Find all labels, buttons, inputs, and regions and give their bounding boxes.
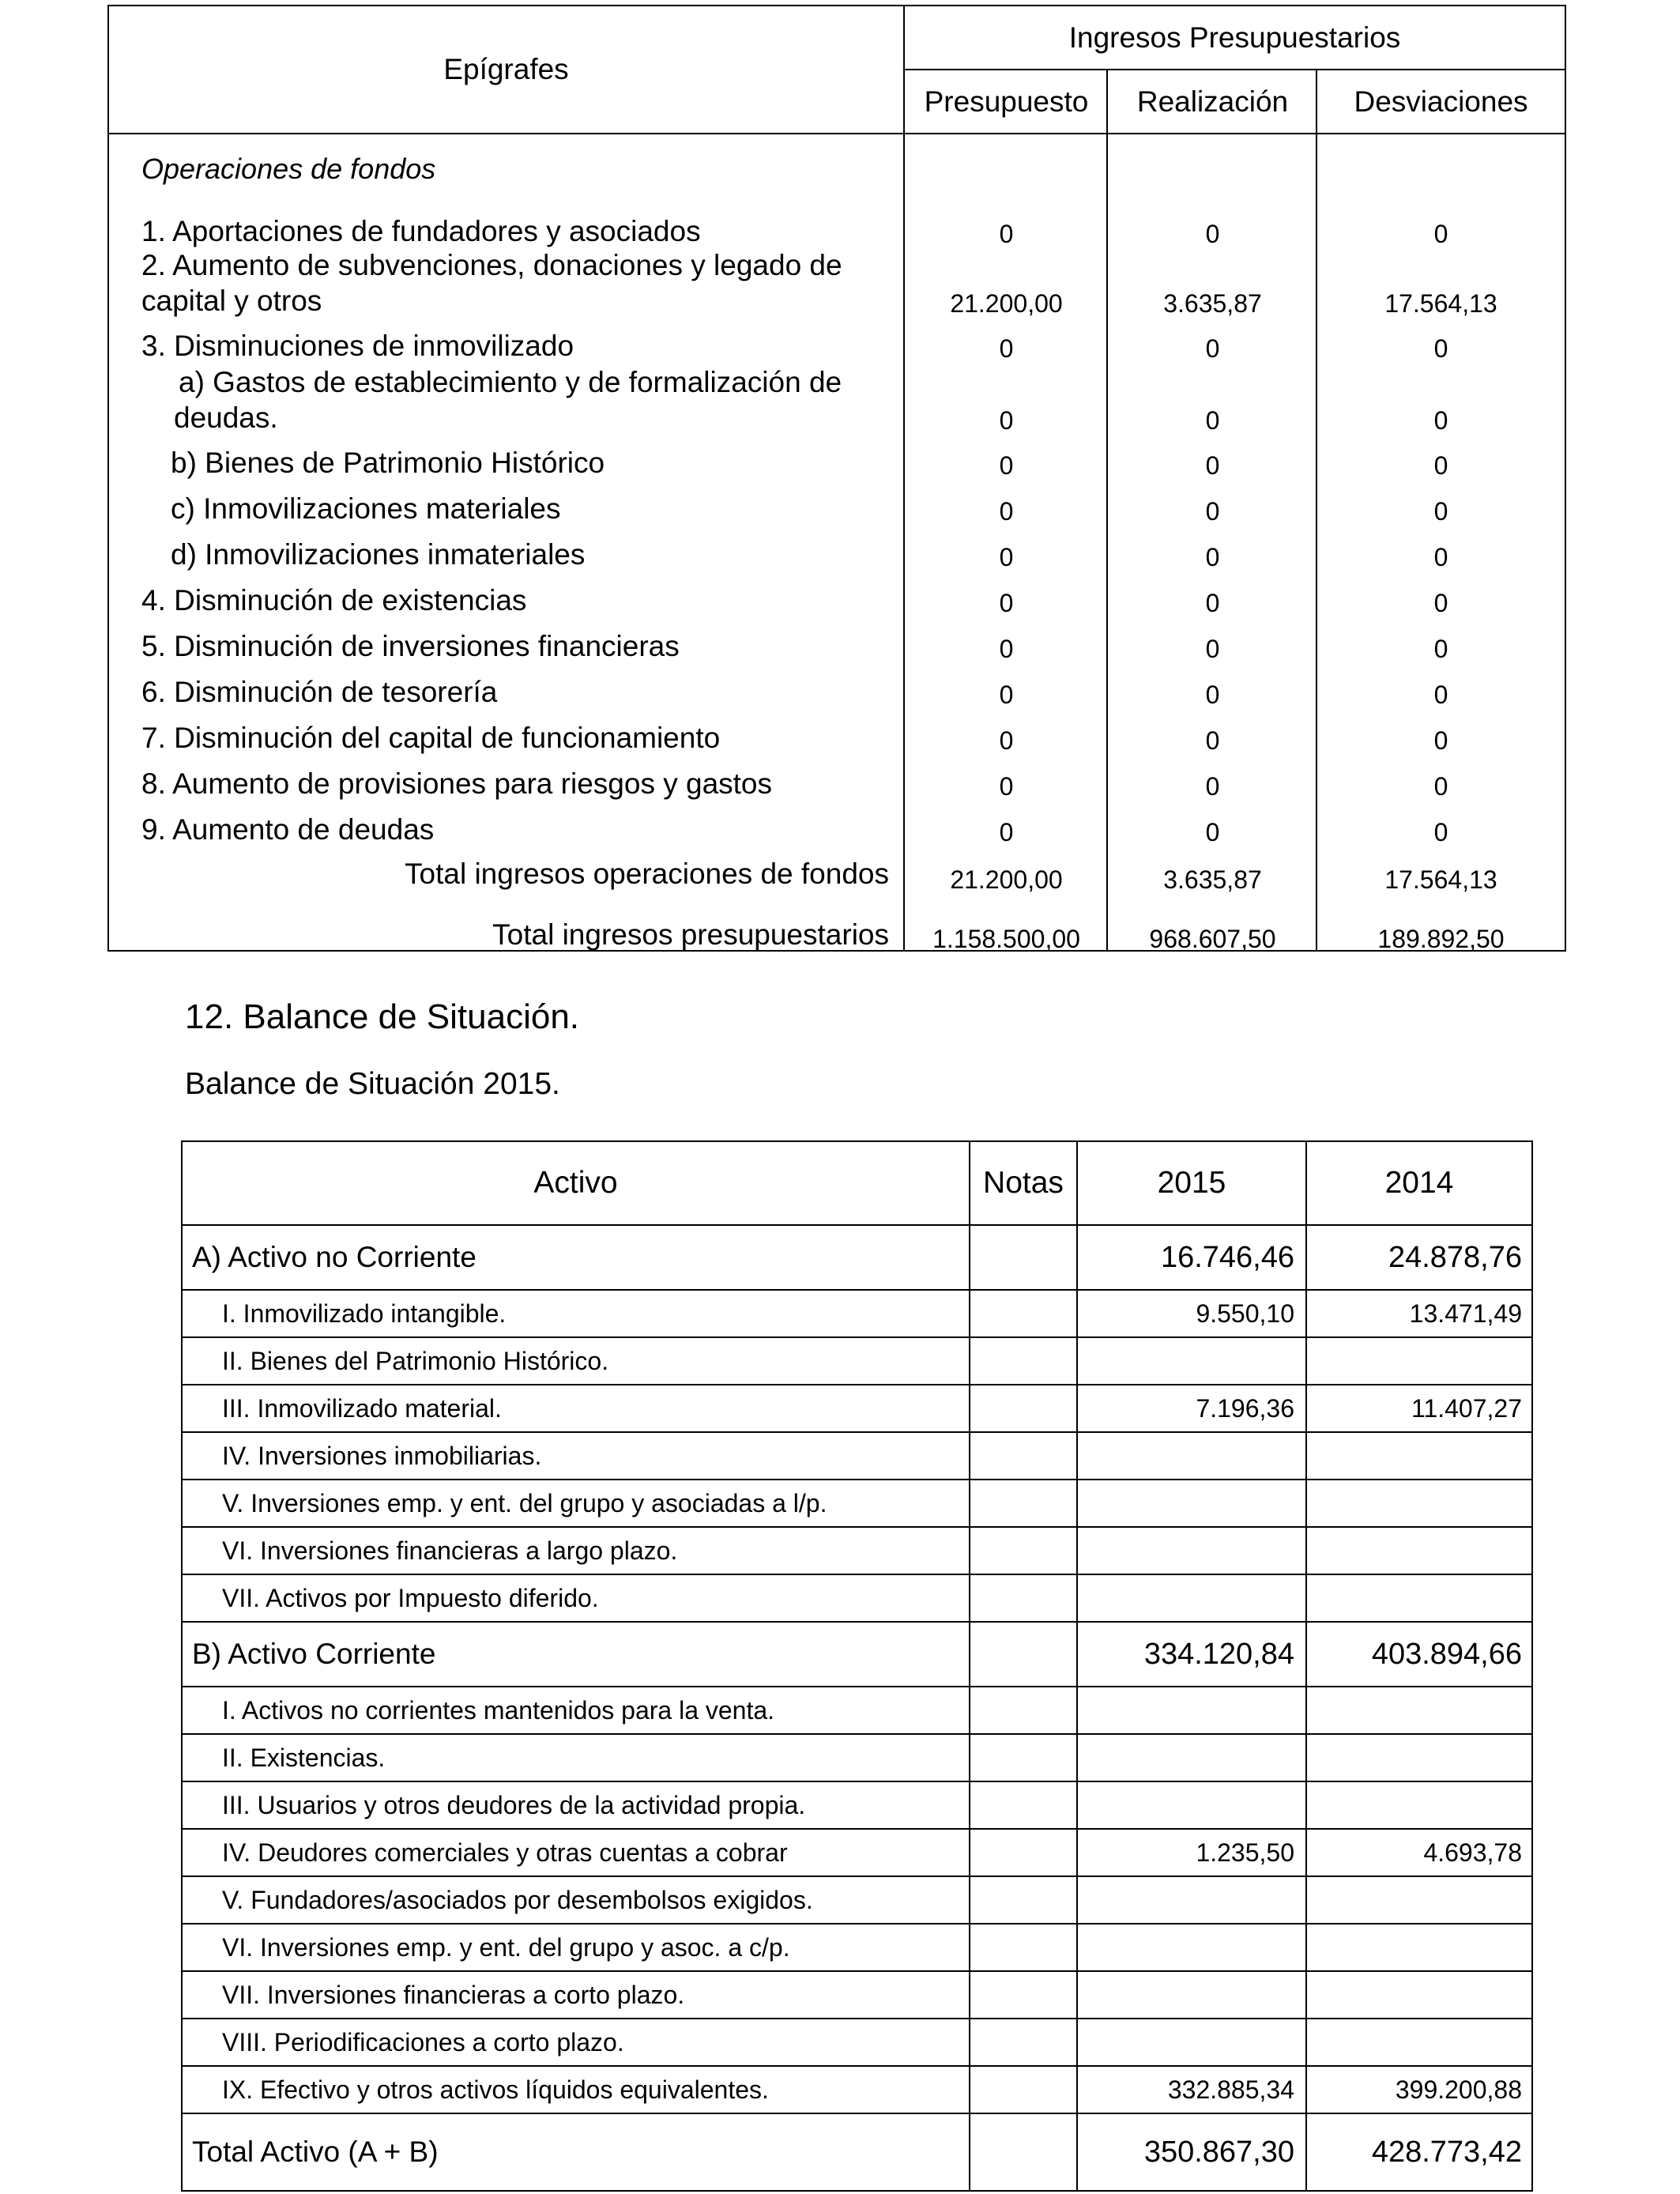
table-row — [183, 1782, 1531, 1830]
cell-2015 — [1078, 1528, 1307, 1574]
cell-desviaciones: 0 — [1433, 220, 1448, 248]
header-2015: 2015 — [1078, 1142, 1307, 1224]
table-row — [183, 1830, 1531, 1877]
cell-presupuesto: 0 — [999, 680, 1014, 709]
cell-presupuesto: 0 — [999, 772, 1014, 801]
table-row — [183, 2019, 1531, 2067]
cell-realizacion: 0 — [1205, 334, 1220, 363]
row-label: b) Bienes de Patrimonio Histórico — [171, 447, 605, 479]
cell-desviaciones: 0 — [1433, 406, 1448, 435]
cell-desviaciones: 0 — [1433, 818, 1448, 846]
row-label: I. Inmovilizado intangible. — [183, 1291, 970, 1336]
cell-realizacion: 0 — [1205, 543, 1220, 571]
table-row — [183, 1291, 1531, 1338]
table-row — [183, 2067, 1531, 2114]
table-row — [183, 1433, 1531, 1480]
cell-notas — [970, 2067, 1078, 2113]
row-label: 2. Aumento de subvenciones, donaciones y legado de — [141, 249, 842, 281]
row-label: I. Activos no corrientes mantenidos para la venta. — [183, 1687, 970, 1733]
row-label: IV. Inversiones inmobiliarias. — [183, 1433, 970, 1479]
cell-realizacion: 0 — [1205, 726, 1220, 755]
section-heading: 12. Balance de Situación. — [185, 997, 580, 1036]
cell-2015 — [1078, 1480, 1307, 1526]
table-row — [183, 1575, 1531, 1623]
cell-desviaciones: 0 — [1433, 772, 1448, 801]
cell-2014 — [1307, 1782, 1531, 1828]
cell-notas — [970, 2019, 1078, 2065]
cell-2015 — [1078, 1735, 1307, 1781]
cell-realizacion: 0 — [1205, 772, 1220, 801]
cell-2014: 11.407,27 — [1411, 1393, 1522, 1423]
cell-2014: 24.878,76 — [1388, 1240, 1522, 1274]
row-label: VI. Inversiones emp. y ent. del grupo y asoc. a c/p. — [183, 1924, 970, 1970]
table-row — [183, 1480, 1531, 1528]
cell-2015 — [1078, 1877, 1307, 1923]
cell-2014 — [1307, 1924, 1531, 1970]
cell-2014 — [1307, 1877, 1531, 1923]
row-label: A) Activo no Corriente — [183, 1226, 970, 1289]
row-label-continued: deudas. — [174, 401, 278, 434]
cell-2015 — [1078, 1575, 1307, 1621]
cell-2014: 399.200,88 — [1395, 2075, 1522, 2104]
budget-income-table — [107, 5, 1566, 952]
header-notas: Notas — [970, 1142, 1078, 1224]
cell-2014 — [1307, 1480, 1531, 1526]
cell-notas — [970, 1291, 1078, 1336]
cell-realizacion: 0 — [1205, 589, 1220, 617]
row-label: 1. Aportaciones de fundadores y asociados — [141, 215, 701, 247]
cell-notas — [970, 1480, 1078, 1526]
cell-presupuesto: 21.200,00 — [950, 865, 1063, 894]
cell-desviaciones: 17.564,13 — [1384, 865, 1497, 894]
cell-notas — [970, 1782, 1078, 1828]
cell-realizacion: 0 — [1205, 451, 1220, 480]
header-2014: 2014 — [1384, 1166, 1454, 1200]
section-title: Operaciones de fondos — [141, 153, 436, 185]
row-label: II. Existencias. — [183, 1735, 970, 1781]
cell-2015: 7.196,36 — [1078, 1385, 1307, 1431]
header-presupuesto: Presupuesto — [905, 70, 1108, 134]
cell-presupuesto: 0 — [999, 726, 1014, 755]
cell-2015: 332.885,34 — [1078, 2067, 1307, 2113]
row-label: 3. Disminuciones de inmovilizado — [141, 330, 574, 362]
header-epigrafes: Epígrafes — [109, 6, 905, 134]
row-label: a) Gastos de establecimiento y de formalización de — [179, 366, 842, 398]
cell-2014 — [1307, 1433, 1531, 1479]
cell-presupuesto: 0 — [999, 635, 1014, 663]
row-label: VI. Inversiones financieras a largo plazo. — [183, 1528, 970, 1574]
row-label: 5. Disminución de inversiones financieras — [141, 630, 680, 662]
cell-presupuesto: 0 — [999, 334, 1014, 363]
cell-2014: 13.471,49 — [1409, 1299, 1522, 1328]
cell-2015: 334.120,84 — [1078, 1623, 1307, 1686]
row-label: V. Fundadores/asociados por desembolsos exigidos. — [183, 1877, 970, 1923]
row-label: VII. Inversiones financieras a corto plazo. — [183, 1972, 970, 2018]
cell-presupuesto: 0 — [999, 543, 1014, 571]
cell-notas — [970, 1385, 1078, 1431]
table-row — [183, 1623, 1531, 1687]
cell-presupuesto: 21.200,00 — [950, 289, 1063, 318]
table-header-row — [183, 1142, 1531, 1226]
cell-2015: 16.746,46 — [1078, 1226, 1307, 1289]
cell-realizacion: 0 — [1205, 680, 1220, 709]
cell-2015: 1.235,50 — [1078, 1830, 1307, 1875]
table-row — [183, 1528, 1531, 1575]
subheading: Balance de Situación 2015. — [185, 1067, 560, 1101]
table-row — [183, 1226, 1531, 1291]
row-label: III. Inmovilizado material. — [183, 1385, 970, 1431]
cell-desviaciones: 0 — [1433, 497, 1448, 526]
cell-presupuesto: 0 — [999, 406, 1014, 435]
row-label: VIII. Periodificaciones a corto plazo. — [183, 2019, 970, 2065]
cell-desviaciones: 0 — [1433, 451, 1448, 480]
cell-2015 — [1078, 1687, 1307, 1733]
cell-realizacion: 0 — [1205, 635, 1220, 663]
cell-2015: 9.550,10 — [1078, 1291, 1307, 1336]
row-label: III. Usuarios y otros deudores de la actividad propia. — [183, 1782, 970, 1828]
cell-2015 — [1078, 1972, 1307, 2018]
cell-presupuesto: 0 — [999, 451, 1014, 480]
cell-2014 — [1307, 1528, 1531, 1574]
cell-2014 — [1307, 2019, 1531, 2065]
header-desviaciones: Desviaciones — [1317, 70, 1565, 134]
cell-notas — [970, 1575, 1078, 1621]
cell-notas — [970, 1972, 1078, 2018]
row-label: 7. Disminución del capital de funcionamiento — [141, 722, 721, 754]
cell-2015 — [1078, 1782, 1307, 1828]
cell-realizacion: 0 — [1205, 220, 1220, 248]
table-total-row — [183, 2114, 1531, 2190]
cell-desviaciones: 0 — [1433, 726, 1448, 755]
cell-realizacion: 3.635,87 — [1163, 865, 1262, 894]
total-operaciones-label: Total ingresos operaciones de fondos — [405, 858, 889, 890]
cell-2015 — [1078, 2019, 1307, 2065]
row-label: c) Inmovilizaciones materiales — [171, 492, 561, 525]
cell-2014 — [1307, 1735, 1531, 1781]
row-label: IV. Deudores comerciales y otras cuentas a cobrar — [183, 1830, 970, 1875]
cell-desviaciones: 189.892,50 — [1377, 925, 1505, 953]
row-label: II. Bienes del Patrimonio Histórico. — [183, 1338, 970, 1384]
cell-desviaciones: 0 — [1433, 635, 1448, 663]
cell-realizacion: 0 — [1205, 818, 1220, 846]
cell-realizacion: 0 — [1205, 497, 1220, 526]
table-row — [183, 1877, 1531, 1924]
row-label: 9. Aumento de deudas — [141, 813, 435, 846]
cell-presupuesto: 0 — [999, 497, 1014, 526]
row-label-continued: capital y otros — [141, 285, 322, 317]
header-ingresos-presupuestarios: Ingresos Presupuestarios — [905, 6, 1565, 70]
cell-realizacion: 0 — [1205, 406, 1220, 435]
cell-notas — [970, 1623, 1078, 1686]
cell-notas — [970, 1877, 1078, 1923]
cell-2015: 350.867,30 — [1078, 2114, 1307, 2190]
header-activo: Activo — [183, 1142, 970, 1224]
cell-2014 — [1307, 1575, 1531, 1621]
cell-notas — [970, 1338, 1078, 1384]
cell-desviaciones: 0 — [1433, 334, 1448, 363]
row-label: 8. Aumento de provisiones para riesgos y gastos — [141, 767, 773, 800]
cell-presupuesto: 0 — [999, 589, 1014, 617]
cell-desviaciones: 0 — [1433, 680, 1448, 709]
row-label: 4. Disminución de existencias — [141, 584, 527, 616]
cell-desviaciones: 0 — [1433, 543, 1448, 571]
cell-notas — [970, 1687, 1078, 1733]
cell-presupuesto: 0 — [999, 220, 1014, 248]
table-row — [183, 1385, 1531, 1433]
balance-sheet-table — [181, 1140, 1533, 2192]
cell-realizacion: 968.607,50 — [1149, 925, 1276, 953]
table-row — [183, 1338, 1531, 1385]
table-row — [183, 1924, 1531, 1972]
cell-2014: 403.894,66 — [1371, 1637, 1522, 1671]
cell-presupuesto: 1.158.500,00 — [932, 925, 1080, 953]
cell-notas — [970, 1226, 1078, 1289]
table-row — [183, 1972, 1531, 2019]
cell-notas — [970, 1924, 1078, 1970]
row-label: V. Inversiones emp. y ent. del grupo y asociadas a l/p. — [183, 1480, 970, 1526]
total-presupuestarios-label: Total ingresos presupuestarios — [492, 918, 889, 951]
table-row — [183, 1687, 1531, 1735]
row-label: IX. Efectivo y otros activos líquidos equivalentes. — [183, 2067, 970, 2113]
cell-2015 — [1078, 1433, 1307, 1479]
cell-notas — [970, 1528, 1078, 1574]
cell-notas — [970, 1735, 1078, 1781]
cell-2014 — [1307, 1972, 1531, 2018]
cell-2014: 4.693,78 — [1423, 1838, 1522, 1867]
cell-notas — [970, 1433, 1078, 1479]
table-row — [183, 1735, 1531, 1782]
cell-2015 — [1078, 1338, 1307, 1384]
row-label: B) Activo Corriente — [183, 1623, 970, 1686]
row-label: Total Activo (A + B) — [183, 2114, 970, 2190]
header-realizacion: Realización — [1108, 70, 1317, 134]
row-label: 6. Disminución de tesorería — [141, 676, 498, 708]
cell-notas — [970, 1830, 1078, 1875]
cell-realizacion: 3.635,87 — [1163, 289, 1262, 318]
cell-presupuesto: 0 — [999, 818, 1014, 846]
row-label: d) Inmovilizaciones inmateriales — [171, 538, 586, 571]
cell-2014 — [1307, 1338, 1531, 1384]
cell-desviaciones: 17.564,13 — [1384, 289, 1497, 318]
cell-notas — [970, 2114, 1078, 2190]
row-label: VII. Activos por Impuesto diferido. — [183, 1575, 970, 1621]
cell-2014: 428.773,42 — [1371, 2135, 1522, 2169]
cell-desviaciones: 0 — [1433, 589, 1448, 617]
cell-2015 — [1078, 1924, 1307, 1970]
cell-2014 — [1307, 1687, 1531, 1733]
